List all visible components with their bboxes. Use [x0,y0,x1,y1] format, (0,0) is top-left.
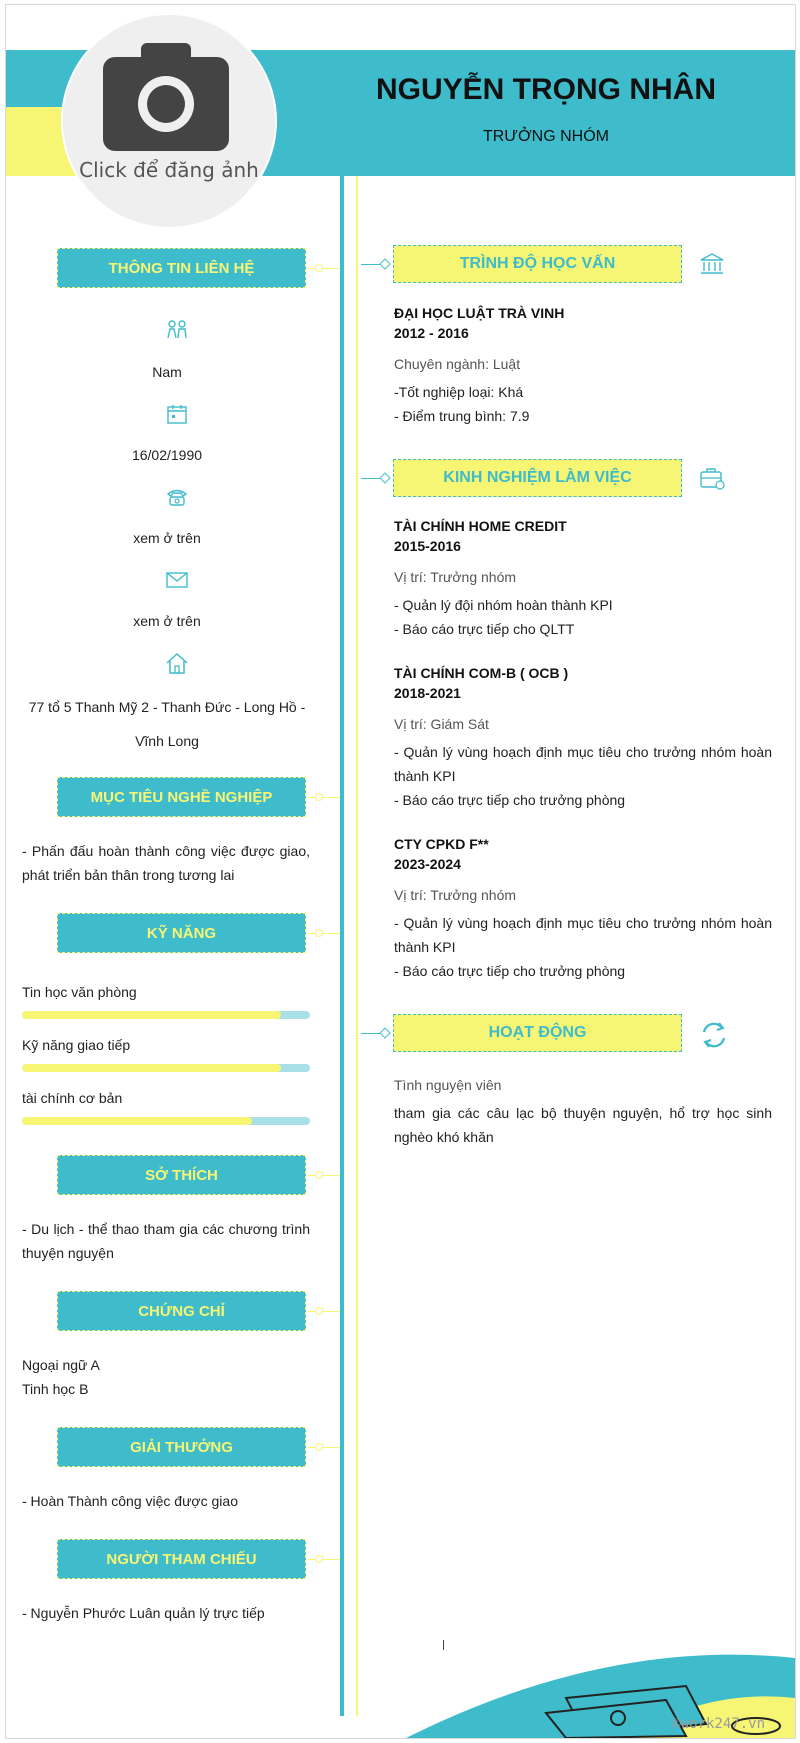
job-position: Vị trí: Trưởng nhóm [394,887,517,903]
job-company: TÀI CHÍNH HOME CREDIT [394,518,567,534]
avatar-upload-label: Click để đăng ảnh [79,158,259,182]
section-heading-activities: HOẠT ĐỘNG [393,1014,682,1052]
job-company: CTY CPKD F** [394,836,489,852]
candidate-name: NGUYỄN TRỌNG NHÂN [375,73,716,106]
connector-dot [315,1555,323,1563]
connector-diamond [379,472,390,483]
home-icon [165,652,189,674]
candidate-title: TRƯỞNG NHÓM [482,128,610,145]
contact-email: xem ở trên [133,613,201,629]
skill-bar [22,1011,310,1019]
job-detail: - Báo cáo trực tiếp cho trưởng phòng [394,963,626,979]
education-years: 2012 - 2016 [394,325,469,341]
skill-bar-fill [22,1064,281,1072]
skill-label: tài chính cơ bản [22,1090,123,1106]
hobbies-text: - Du lịch - thể thao tham gia các chương trình thuyện nguyện [22,1221,310,1261]
job-position: Vị trí: Giám Sát [394,716,489,732]
refresh-icon [699,1020,729,1050]
job-company: TÀI CHÍNH COM-B ( OCB ) [394,665,569,681]
skill-bar [22,1064,310,1072]
connector-dot [315,1307,323,1315]
job-years: 2015-2016 [394,538,461,554]
camera-icon [103,43,229,151]
skill-label: Tin học văn phòng [22,984,137,1000]
cv-page [5,4,796,1739]
connector-dot [315,793,323,801]
timeline-blue [340,176,344,1716]
connector-dot [315,264,323,272]
education-detail: -Tốt nghiệp loại: Khá [394,384,524,400]
timeline-yellow [356,176,358,1716]
skill-bar-fill [22,1117,252,1125]
section-heading-certificates: CHỨNG CHỈ [57,1291,306,1331]
objective-text: - Phấn đấu hoàn thành công việc được giao, phát triển bản thân trong tương lai [22,843,310,883]
skill-label: Kỹ năng giao tiếp [22,1037,131,1053]
job-detail: - Báo cáo trực tiếp cho trưởng phòng [394,792,626,808]
email-icon [166,572,188,588]
education-major: Chuyên ngành: Luật [394,356,521,372]
education-detail: - Điểm trung bình: 7.9 [394,408,530,424]
connector [308,797,340,798]
connector-dot [315,1443,323,1451]
watermark: ©work247.vn [672,1716,765,1732]
job-years: 2023-2024 [394,856,461,872]
contact-birthday: 16/02/1990 [131,447,203,463]
section-heading-experience: KINH NGHIỆM LÀM VIỆC [393,459,682,497]
certificate-item: Tinh học B [22,1381,89,1397]
section-heading-contact: THÔNG TIN LIÊN HỆ [57,248,306,288]
connector-dot [315,929,323,937]
section-heading-objective: MỤC TIÊU NGHỀ NGHIỆP [57,777,306,817]
gender-icon [166,320,188,340]
skill-bar-fill [22,1011,281,1019]
connector [308,933,340,934]
connector-diamond [379,1027,390,1038]
education-school: ĐẠI HỌC LUẬT TRÀ VINH [394,305,565,321]
connector [308,268,340,269]
avatar-upload[interactable] [61,13,277,229]
connector [308,1559,340,1560]
university-icon [699,251,725,277]
job-detail: - Báo cáo trực tiếp cho QLTT [394,621,575,637]
section-heading-hobbies: SỞ THÍCH [57,1155,306,1195]
phone-icon [166,488,188,506]
briefcase-icon [699,465,725,491]
activity-text: tham gia các câu lạc bộ thuyện nguyện, hổ trợ học sinh nghèo khó khăn [394,1105,772,1145]
awards-text: - Hoàn Thành công việc được giao [22,1493,238,1509]
section-heading-skills: KỸ NĂNG [57,913,306,953]
connector [308,1447,340,1448]
calendar-icon [167,404,187,424]
section-heading-awards: GIẢI THƯỞNG [57,1427,306,1467]
references-text: - Nguyễn Phước Luân quản lý trực tiếp [22,1605,265,1621]
job-detail: - Quản lý đội nhóm hoàn thành KPI [394,597,613,613]
connector [308,1311,340,1312]
skill-bar [22,1117,310,1125]
contact-phone: xem ở trên [133,530,201,546]
connector [308,1175,340,1176]
certificate-item: Ngoại ngữ A [22,1357,100,1373]
section-heading-education: TRÌNH ĐỘ HỌC VẤN [393,245,682,283]
connector-dot [315,1171,323,1179]
job-position: Vị trí: Trưởng nhóm [394,569,517,585]
job-detail: - Quản lý vùng hoạch định mục tiêu cho trưởng nhóm hoàn thành KPI [394,744,772,784]
job-years: 2018-2021 [394,685,461,701]
activity-role: Tình nguyện viên [394,1077,502,1093]
contact-gender: Nam [152,364,182,380]
job-detail: - Quản lý vùng hoạch định mục tiêu cho trưởng nhóm hoàn thành KPI [394,915,772,955]
section-heading-references: NGƯỜI THAM CHIẾU [57,1539,306,1579]
contact-address: 77 tổ 5 Thanh Mỹ 2 - Thanh Đức - Long Hồ - Vĩnh Long [28,699,306,749]
connector-diamond [379,258,390,269]
